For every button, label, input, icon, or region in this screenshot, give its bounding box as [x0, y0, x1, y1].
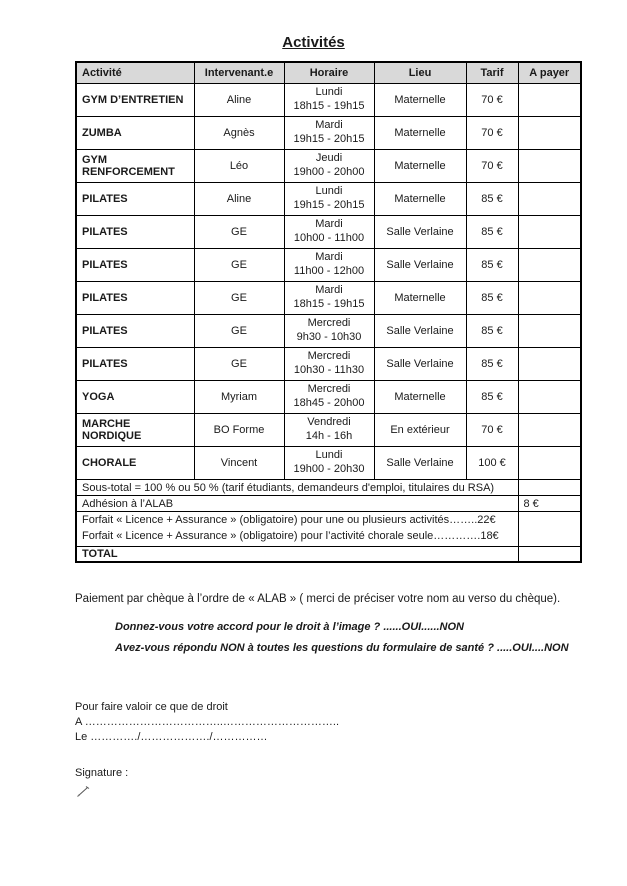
activity-row	[76, 381, 581, 414]
schedule-time: 11h00 - 12h00	[293, 265, 365, 277]
instructor-name: GE	[194, 249, 284, 282]
price-cell: 70 €	[466, 414, 518, 447]
schedule-day: Mercredi	[307, 383, 351, 396]
activities-body	[76, 84, 581, 480]
activity-name: MARCHE NORDIQUE	[76, 414, 194, 447]
schedule-day: Lundi	[315, 185, 343, 198]
schedule-time: 19h00 - 20h30	[293, 463, 365, 475]
schedule-cell	[284, 84, 374, 117]
forfait-cell	[76, 512, 518, 547]
total-label: TOTAL	[76, 546, 518, 562]
membership-price: 8 €	[518, 496, 581, 512]
schedule-day: Lundi	[315, 86, 343, 99]
location-cell: Salle Verlaine	[374, 249, 466, 282]
schedule-time: 18h15 - 19h15	[293, 100, 365, 112]
schedule-cell	[284, 249, 374, 282]
health-form-question: Avez-vous répondu NON à toutes les questions du formulaire de santé ? .....OUI....NON	[115, 642, 569, 655]
instructor-name: Aline	[194, 183, 284, 216]
payment-instruction: Paiement par chèque à l’ordre de « ALAB » ( merci de préciser votre nom au verso du chèque).	[75, 593, 561, 606]
legal-line: Pour faire valoir ce que de droit	[75, 701, 228, 714]
activity-row	[76, 249, 581, 282]
subtotal-row	[76, 480, 581, 496]
location-cell: Maternelle	[374, 150, 466, 183]
price-cell: 70 €	[466, 117, 518, 150]
schedule-cell	[284, 447, 374, 480]
schedule-time: 10h00 - 11h00	[293, 232, 365, 244]
header-schedule: Horaire	[284, 62, 374, 84]
to-pay-cell	[518, 84, 581, 117]
schedule-cell	[284, 381, 374, 414]
date-fill-line: Le …………./………………./……………	[75, 731, 268, 744]
price-cell: 100 €	[466, 447, 518, 480]
activity-name: GYM RENFORCEMENT	[76, 150, 194, 183]
schedule-time: 19h15 - 20h15	[293, 133, 365, 145]
instructor-name: GE	[194, 315, 284, 348]
activities-table	[75, 61, 582, 563]
activity-name: GYM D’ENTRETIEN	[76, 84, 194, 117]
subtotal-value-cell	[518, 480, 581, 496]
forfait-line-2: Forfait « Licence + Assurance » (obligatoire) pour l’activité chorale seule………….18€	[82, 529, 499, 542]
schedule-time: 18h45 - 20h00	[293, 397, 365, 409]
activity-row	[76, 282, 581, 315]
price-cell: 70 €	[466, 84, 518, 117]
signature-label: Signature :	[75, 767, 129, 780]
header-location: Lieu	[374, 62, 466, 84]
schedule-time: 19h15 - 20h15	[293, 199, 365, 211]
membership-row	[76, 496, 581, 512]
location-cell: Maternelle	[374, 84, 466, 117]
location-cell: En extérieur	[374, 414, 466, 447]
activity-name: PILATES	[76, 183, 194, 216]
to-pay-cell	[518, 381, 581, 414]
schedule-time: 10h30 - 11h30	[293, 364, 365, 376]
schedule-cell	[284, 348, 374, 381]
schedule-cell	[284, 315, 374, 348]
activity-name: ZUMBA	[76, 117, 194, 150]
activity-row	[76, 348, 581, 381]
price-cell: 85 €	[466, 249, 518, 282]
header-to-pay: A payer	[518, 62, 581, 84]
to-pay-cell	[518, 183, 581, 216]
instructor-name: Léo	[194, 150, 284, 183]
table-header-row	[76, 62, 581, 84]
header-price: Tarif	[466, 62, 518, 84]
activity-row	[76, 183, 581, 216]
instructor-name: GE	[194, 216, 284, 249]
activity-name: PILATES	[76, 348, 194, 381]
activity-name: CHORALE	[76, 447, 194, 480]
price-cell: 85 €	[466, 381, 518, 414]
consent-questions	[115, 621, 627, 654]
activity-name: PILATES	[76, 216, 194, 249]
pen-icon	[75, 785, 627, 804]
membership-label: Adhésion à l’ALAB	[76, 496, 518, 512]
price-cell: 85 €	[466, 315, 518, 348]
activity-row	[76, 84, 581, 117]
location-cell: Salle Verlaine	[374, 216, 466, 249]
header-instructor: Intervenant.e	[194, 62, 284, 84]
location-cell: Salle Verlaine	[374, 315, 466, 348]
activity-row	[76, 414, 581, 447]
location-cell: Maternelle	[374, 381, 466, 414]
location-cell: Maternelle	[374, 183, 466, 216]
to-pay-cell	[518, 315, 581, 348]
schedule-day: Jeudi	[315, 152, 343, 165]
forfait-line-1: Forfait « Licence + Assurance » (obligatoire) pour une ou plusieurs activités……..22€	[82, 514, 496, 526]
page-title: Activités	[282, 34, 345, 51]
total-row	[76, 546, 581, 562]
place-fill-line: A ………………………………..…………………………..	[75, 716, 340, 729]
location-cell: Salle Verlaine	[374, 447, 466, 480]
legal-block	[75, 700, 627, 745]
schedule-day: Vendredi	[307, 416, 351, 429]
instructor-name: BO Forme	[194, 414, 284, 447]
to-pay-cell	[518, 414, 581, 447]
schedule-day: Lundi	[315, 449, 343, 462]
total-value-cell	[518, 546, 581, 562]
forfait-row	[76, 512, 581, 547]
to-pay-cell	[518, 282, 581, 315]
schedule-day: Mercredi	[307, 350, 351, 363]
schedule-cell	[284, 414, 374, 447]
to-pay-cell	[518, 249, 581, 282]
schedule-day: Mardi	[315, 218, 343, 231]
activity-name: PILATES	[76, 282, 194, 315]
price-cell: 85 €	[466, 216, 518, 249]
image-rights-question: Donnez-vous votre accord pour le droit à l’image ? ......OUI......NON	[115, 621, 464, 634]
price-cell: 70 €	[466, 150, 518, 183]
price-cell: 85 €	[466, 183, 518, 216]
schedule-time: 14h - 16h	[305, 430, 353, 442]
instructor-name: Vincent	[194, 447, 284, 480]
to-pay-cell	[518, 150, 581, 183]
activity-name: PILATES	[76, 249, 194, 282]
schedule-day: Mercredi	[307, 317, 351, 330]
schedule-cell	[284, 117, 374, 150]
activity-row	[76, 150, 581, 183]
schedule-cell	[284, 282, 374, 315]
header-activity: Activité	[76, 62, 194, 84]
schedule-cell	[284, 183, 374, 216]
activity-row	[76, 315, 581, 348]
schedule-time: 19h00 - 20h00	[293, 166, 365, 178]
schedule-day: Mardi	[315, 251, 343, 264]
to-pay-cell	[518, 348, 581, 381]
activity-name: YOGA	[76, 381, 194, 414]
to-pay-cell	[518, 117, 581, 150]
instructor-name: Agnès	[194, 117, 284, 150]
instructor-name: Aline	[194, 84, 284, 117]
schedule-cell	[284, 150, 374, 183]
schedule-day: Mardi	[315, 284, 343, 297]
schedule-time: 18h15 - 19h15	[293, 298, 365, 310]
location-cell: Maternelle	[374, 282, 466, 315]
forfait-value-cell	[518, 512, 581, 547]
subtotal-label: Sous-total = 100 % ou 50 % (tarif étudiants, demandeurs d'emploi, titulaires du RSA)	[76, 480, 518, 496]
schedule-cell	[284, 216, 374, 249]
price-cell: 85 €	[466, 282, 518, 315]
activity-row	[76, 447, 581, 480]
schedule-day: Mardi	[315, 119, 343, 132]
instructor-name: GE	[194, 282, 284, 315]
activity-row	[76, 216, 581, 249]
activity-row	[76, 117, 581, 150]
to-pay-cell	[518, 447, 581, 480]
activity-name: PILATES	[76, 315, 194, 348]
location-cell: Maternelle	[374, 117, 466, 150]
to-pay-cell	[518, 216, 581, 249]
price-cell: 85 €	[466, 348, 518, 381]
instructor-name: GE	[194, 348, 284, 381]
instructor-name: Myriam	[194, 381, 284, 414]
location-cell: Salle Verlaine	[374, 348, 466, 381]
schedule-time: 9h30 - 10h30	[296, 331, 362, 343]
